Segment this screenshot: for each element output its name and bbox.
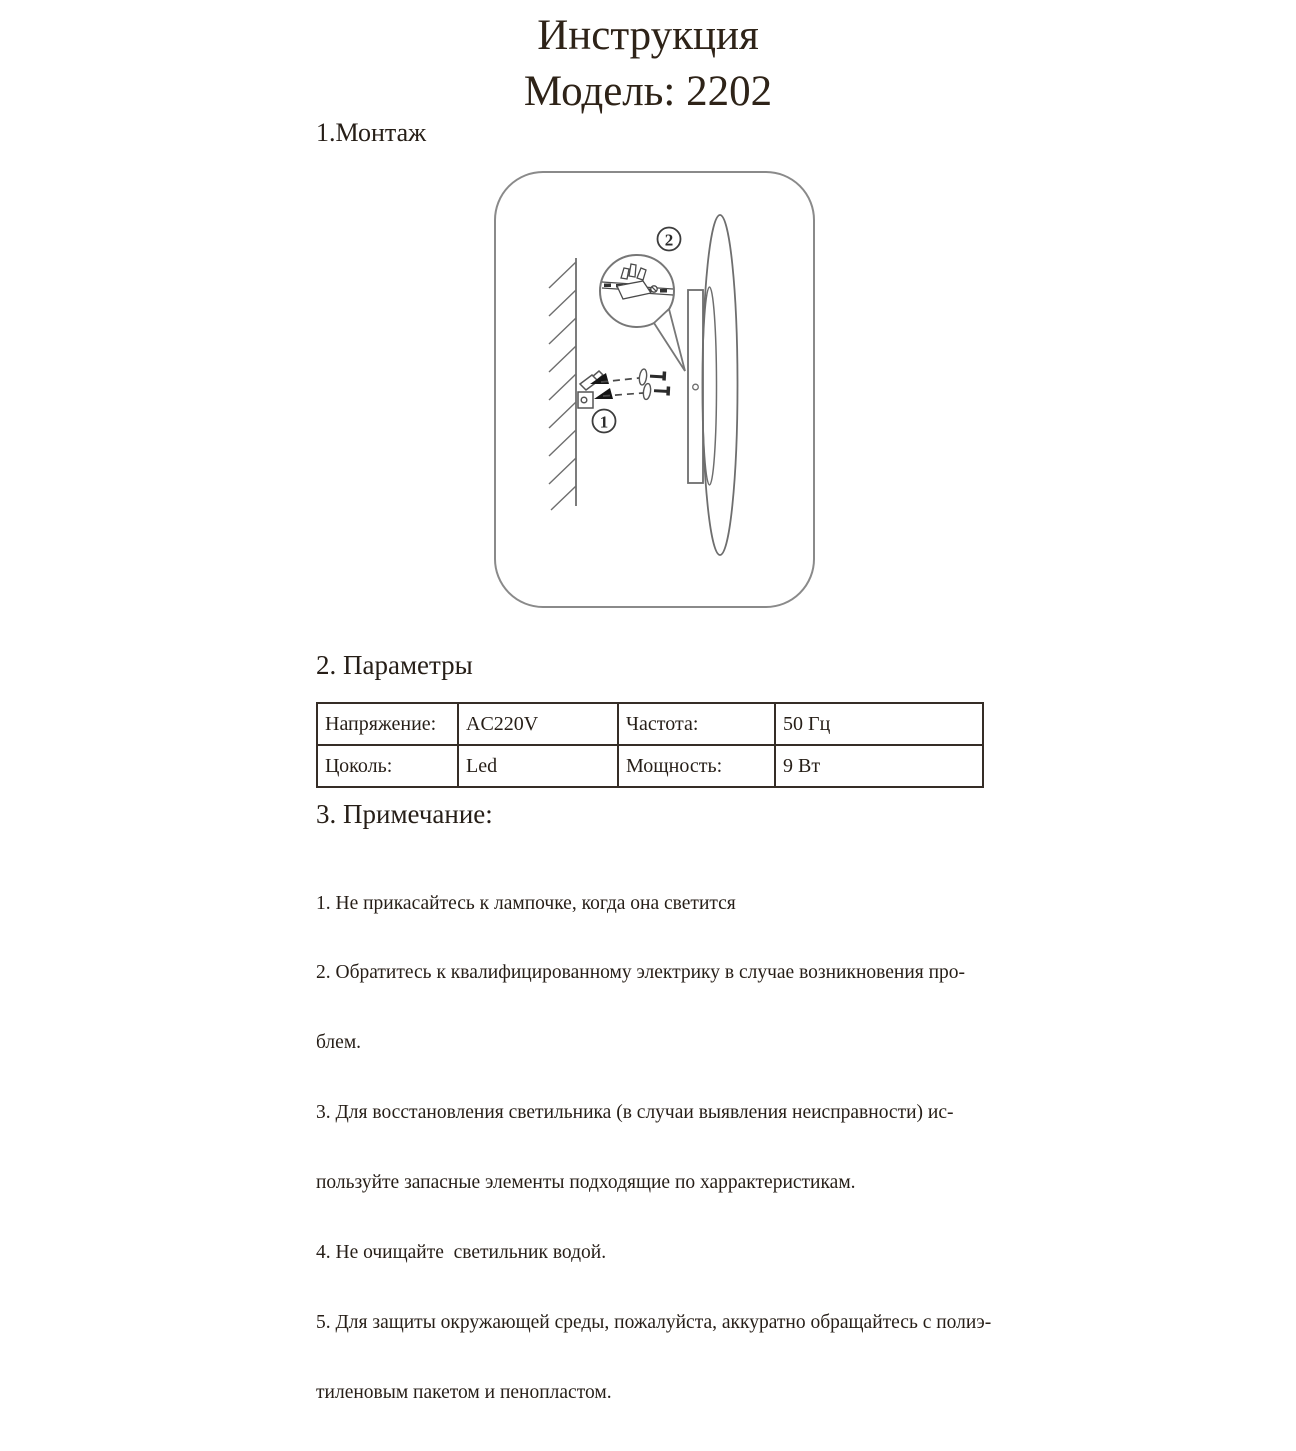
lamp	[688, 215, 738, 555]
mounting-plate	[688, 290, 703, 483]
param-label-voltage: Напряжение:	[317, 703, 458, 745]
svg-text:1: 1	[599, 412, 609, 432]
screw-icon	[650, 371, 670, 395]
wall-anchor	[638, 369, 647, 386]
section-heading-params: 2. Параметры	[316, 650, 473, 680]
montage-diagram	[493, 170, 816, 609]
note-line: тиленовым пакетом и пенопластом.	[316, 1381, 612, 1403]
section-heading-notes: 3. Примечание:	[316, 799, 493, 829]
svg-text:2: 2	[664, 230, 674, 250]
param-label-frequency: Частота:	[618, 703, 775, 745]
bubble-tail	[654, 309, 685, 371]
step-1-marker	[593, 410, 616, 433]
page-subtitle: Модель: 2202	[523, 68, 773, 115]
bracket	[578, 371, 613, 408]
table-row	[317, 703, 983, 745]
param-value-socket: Led	[458, 745, 618, 787]
notes-list	[316, 845, 991, 1451]
note-line: 3. Для восстановления светильника (в случаи выявления неисправности) ис-	[316, 1102, 954, 1124]
params-table	[316, 702, 984, 788]
param-label-power: Мощность:	[618, 745, 775, 787]
note-line: 4. Не очищайте светильник водой.	[316, 1242, 607, 1264]
section-heading-montage: 1.Монтаж	[316, 118, 427, 147]
lamp-diffuser	[703, 215, 738, 555]
wall-anchor	[642, 383, 651, 400]
param-value-power: 9 Вт	[775, 745, 983, 787]
note-line: 1. Не прикасайтесь к лампочке, когда она светится	[316, 892, 736, 914]
note-line: 5. Для защиты окружающей среды, пожалуйста, аккуратно обращайтесь с полиэ-	[316, 1311, 992, 1333]
note-line: блем.	[316, 1032, 362, 1054]
param-label-socket: Цоколь:	[317, 745, 458, 787]
step-2-marker	[658, 228, 681, 251]
table-row	[317, 745, 983, 787]
param-value-voltage: AC220V	[458, 703, 618, 745]
page-title: Инструкция	[537, 12, 759, 59]
callout-bubble	[600, 255, 685, 371]
note-line: пользуйте запасные элементы подходящие по харрактеристикам.	[316, 1172, 856, 1194]
wall	[549, 258, 576, 510]
arrow-icon	[594, 388, 613, 399]
param-value-frequency: 50 Гц	[775, 703, 983, 745]
note-line: 2. Обратитесь к квалифицированному электрику в случае возникновения про-	[316, 962, 966, 984]
